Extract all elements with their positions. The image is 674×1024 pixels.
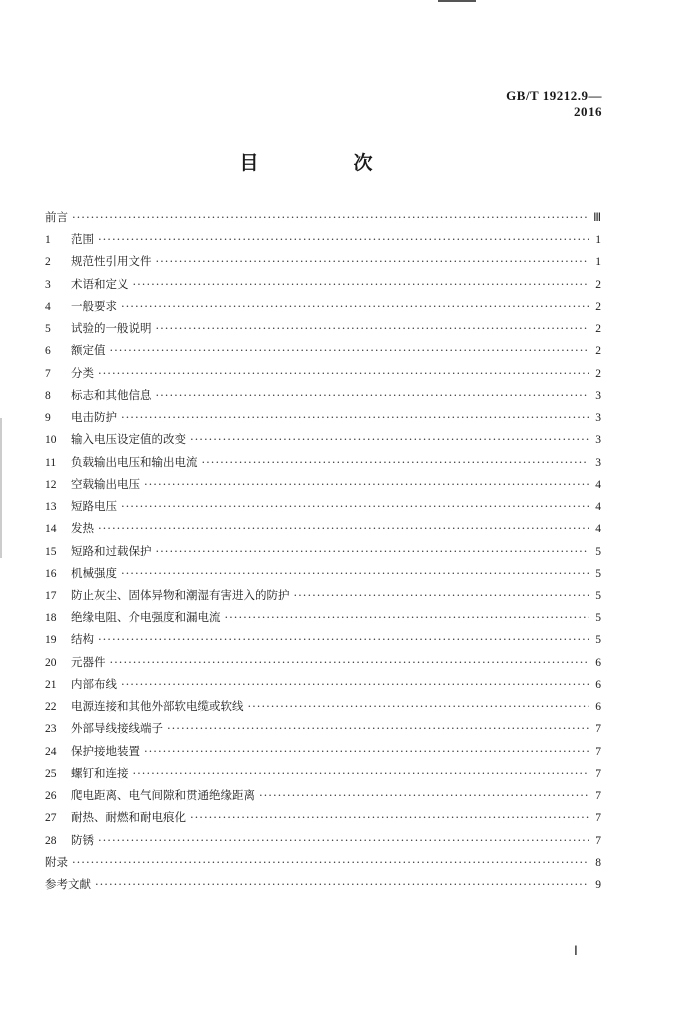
- toc-entry-page: 3: [595, 456, 601, 469]
- toc-entry-label: 附录: [45, 854, 68, 869]
- toc-entry-number: 28: [45, 834, 57, 847]
- toc-leader-dots: [121, 673, 589, 695]
- toc-entry-number: 11: [45, 456, 57, 469]
- toc-leader-dots: [110, 651, 590, 673]
- toc-entry-label: 短路和过载保护: [71, 543, 152, 558]
- toc-entry-number: 5: [45, 323, 51, 336]
- toc-entry[interactable]: [45, 673, 601, 695]
- table-of-contents: [45, 206, 601, 895]
- toc-entry-page: 7: [595, 767, 601, 780]
- toc-entry-label: 试验的一般说明: [71, 321, 152, 336]
- toc-entry-number: 26: [45, 790, 57, 803]
- toc-entry-number: 18: [45, 612, 57, 625]
- toc-entry-number: 23: [45, 723, 57, 736]
- toc-entry-page: 7: [595, 834, 601, 847]
- toc-entry-number: 24: [45, 745, 57, 758]
- toc-entry-page: 2: [595, 323, 601, 336]
- toc-entry-page: 2: [595, 300, 601, 313]
- toc-entry-number: 4: [45, 300, 51, 313]
- toc-entry-page: 4: [595, 501, 601, 514]
- toc-entry[interactable]: [45, 273, 601, 295]
- toc-entry-page: 9: [595, 879, 601, 892]
- toc-entry-label: 范围: [71, 232, 94, 247]
- toc-leader-dots: [144, 740, 589, 762]
- toc-entry-label: 一般要求: [71, 298, 117, 313]
- toc-entry[interactable]: [45, 495, 601, 517]
- toc-entry[interactable]: [45, 206, 601, 228]
- toc-entry-label: 输入电压设定值的改变: [71, 432, 186, 447]
- toc-entry[interactable]: [45, 584, 601, 606]
- toc-entry[interactable]: [45, 250, 601, 272]
- toc-leader-dots: [156, 540, 590, 562]
- toc-entry-page: 3: [595, 412, 601, 425]
- toc-entry[interactable]: [45, 806, 601, 828]
- toc-leader-dots: [98, 362, 589, 384]
- toc-entry[interactable]: [45, 784, 601, 806]
- toc-entry[interactable]: [45, 517, 601, 539]
- toc-leader-dots: [144, 473, 589, 495]
- toc-entry-number: 25: [45, 767, 57, 780]
- toc-leader-dots: [167, 717, 589, 739]
- toc-entry-page: 8: [595, 856, 601, 869]
- toc-leader-dots: [133, 273, 590, 295]
- toc-entry-number: 2: [45, 256, 51, 269]
- toc-entry-page: 6: [595, 656, 601, 669]
- toc-entry-page: 3: [595, 389, 601, 402]
- toc-entry[interactable]: [45, 740, 601, 762]
- toc-entry-label: 螺钉和连接: [71, 765, 129, 780]
- toc-entry-label: 保护接地装置: [71, 743, 140, 758]
- toc-entry-page: 5: [595, 612, 601, 625]
- toc-leader-dots: [98, 228, 589, 250]
- toc-entry-number: 10: [45, 434, 57, 447]
- toc-entry[interactable]: [45, 717, 601, 739]
- toc-entry-number: 20: [45, 656, 57, 669]
- toc-entry[interactable]: [45, 851, 601, 873]
- toc-entry[interactable]: [45, 451, 601, 473]
- toc-entry-number: 16: [45, 567, 57, 580]
- toc-entry[interactable]: [45, 339, 601, 361]
- toc-entry-page: 7: [595, 812, 601, 825]
- toc-leader-dots: [110, 339, 590, 361]
- toc-entry-page: 5: [595, 567, 601, 580]
- toc-entry-number: 8: [45, 389, 51, 402]
- toc-leader-dots: [190, 428, 589, 450]
- toc-entry-page: 1: [595, 234, 601, 247]
- toc-entry-page: 7: [595, 723, 601, 736]
- toc-leader-dots: [95, 873, 589, 895]
- toc-entry-page: 5: [595, 634, 601, 647]
- toc-leader-dots: [121, 295, 589, 317]
- toc-entry-label: 电击防护: [71, 410, 117, 425]
- toc-leader-dots: [98, 628, 589, 650]
- toc-entry-page: 2: [595, 367, 601, 380]
- toc-entry[interactable]: [45, 428, 601, 450]
- toc-entry-label: 耐热、耐燃和耐电痕化: [71, 810, 186, 825]
- toc-leader-dots: [121, 562, 589, 584]
- toc-leader-dots: [190, 806, 589, 828]
- toc-entry[interactable]: [45, 228, 601, 250]
- toc-entry-number: 3: [45, 278, 51, 291]
- page-number: Ⅰ: [574, 943, 578, 958]
- toc-leader-dots: [98, 829, 589, 851]
- left-edge-mark: [0, 418, 2, 558]
- toc-leader-dots: [202, 451, 590, 473]
- toc-entry[interactable]: [45, 762, 601, 784]
- toc-entry-page: 3: [595, 434, 601, 447]
- toc-entry-number: 13: [45, 501, 57, 514]
- toc-leader-dots: [225, 606, 590, 628]
- toc-entry-label: 空载输出电压: [71, 476, 140, 491]
- toc-entry[interactable]: [45, 562, 601, 584]
- toc-leader-dots: [156, 250, 590, 272]
- toc-entry-number: 6: [45, 345, 51, 358]
- toc-leader-dots: [98, 517, 589, 539]
- toc-entry-page: 2: [595, 345, 601, 358]
- toc-leader-dots: [72, 206, 589, 228]
- toc-leader-dots: [156, 317, 590, 339]
- toc-entry[interactable]: [45, 829, 601, 851]
- toc-entry-label: 结构: [71, 632, 94, 647]
- top-edge-mark: [438, 0, 476, 2]
- toc-entry[interactable]: [45, 873, 601, 895]
- toc-entry[interactable]: [45, 540, 601, 562]
- toc-entry[interactable]: [45, 384, 601, 406]
- toc-leader-dots: [259, 784, 589, 806]
- toc-entry-label: 参考文献: [45, 877, 91, 892]
- toc-entry[interactable]: [45, 362, 601, 384]
- toc-entry-label: 元器件: [71, 654, 106, 669]
- toc-entry[interactable]: [45, 606, 601, 628]
- toc-entry-number: 27: [45, 812, 57, 825]
- toc-entry-label: 前言: [45, 210, 68, 224]
- toc-entry-number: 14: [45, 523, 57, 536]
- toc-entry-label: 标志和其他信息: [71, 387, 152, 402]
- toc-entry-page: 7: [595, 790, 601, 803]
- toc-entry-number: 9: [45, 412, 51, 425]
- toc-entry-number: 15: [45, 545, 57, 558]
- toc-entry[interactable]: [45, 695, 601, 717]
- toc-entry-label: 规范性引用文件: [71, 254, 152, 269]
- toc-entry[interactable]: [45, 317, 601, 339]
- toc-entry-page: 2: [595, 278, 601, 291]
- toc-entry[interactable]: [45, 628, 601, 650]
- toc-entry-number: 17: [45, 589, 57, 602]
- toc-entry-label: 电源连接和其他外部软电缆或软线: [71, 699, 244, 714]
- toc-entry-number: 21: [45, 678, 57, 691]
- toc-entry-label: 分类: [71, 365, 94, 380]
- toc-entry[interactable]: [45, 651, 601, 673]
- toc-entry-page: 6: [595, 678, 601, 691]
- toc-entry[interactable]: [45, 473, 601, 495]
- toc-leader-dots: [294, 584, 590, 606]
- toc-entry-page: 5: [595, 589, 601, 602]
- toc-leader-dots: [248, 695, 590, 717]
- toc-entry[interactable]: [45, 295, 601, 317]
- toc-entry-page: 4: [595, 478, 601, 491]
- toc-entry-label: 防止灰尘、固体异物和潮湿有害进入的防护: [71, 587, 290, 602]
- toc-leader-dots: [156, 384, 590, 406]
- toc-leader-dots: [121, 495, 589, 517]
- toc-entry-page: 5: [595, 545, 601, 558]
- toc-entry-page: 4: [595, 523, 601, 536]
- toc-entry-number: 19: [45, 634, 57, 647]
- toc-leader-dots: [121, 406, 589, 428]
- toc-entry-label: 术语和定义: [71, 276, 129, 291]
- standard-number: GB/T 19212.9—2016: [506, 88, 602, 119]
- toc-leader-dots: [72, 851, 589, 873]
- toc-entry-label: 内部布线: [71, 676, 117, 691]
- toc-leader-dots: [133, 762, 590, 784]
- toc-entry-page: 1: [595, 256, 601, 269]
- toc-entry-number: 7: [45, 367, 51, 380]
- toc-entry-label: 爬电距离、电气间隙和贯通绝缘距离: [71, 788, 255, 803]
- toc-entry-number: 12: [45, 478, 57, 491]
- toc-entry-label: 负载输出电压和输出电流: [71, 454, 198, 469]
- toc-entry-label: 防锈: [71, 832, 94, 847]
- page-title: 目 次: [239, 152, 411, 174]
- toc-entry-page: Ⅲ: [593, 212, 601, 224]
- toc-entry-label: 机械强度: [71, 565, 117, 580]
- toc-entry-number: 22: [45, 701, 57, 714]
- toc-entry-label: 外部导线接线端子: [71, 721, 163, 736]
- toc-entry-label: 短路电压: [71, 499, 117, 514]
- toc-entry-page: 6: [595, 701, 601, 714]
- toc-entry-number: 1: [45, 234, 51, 247]
- toc-entry-label: 发热: [71, 521, 94, 536]
- toc-entry-label: 额定值: [71, 343, 106, 358]
- toc-entry[interactable]: [45, 406, 601, 428]
- toc-entry-label: 绝缘电阻、介电强度和漏电流: [71, 610, 221, 625]
- toc-entry-page: 7: [595, 745, 601, 758]
